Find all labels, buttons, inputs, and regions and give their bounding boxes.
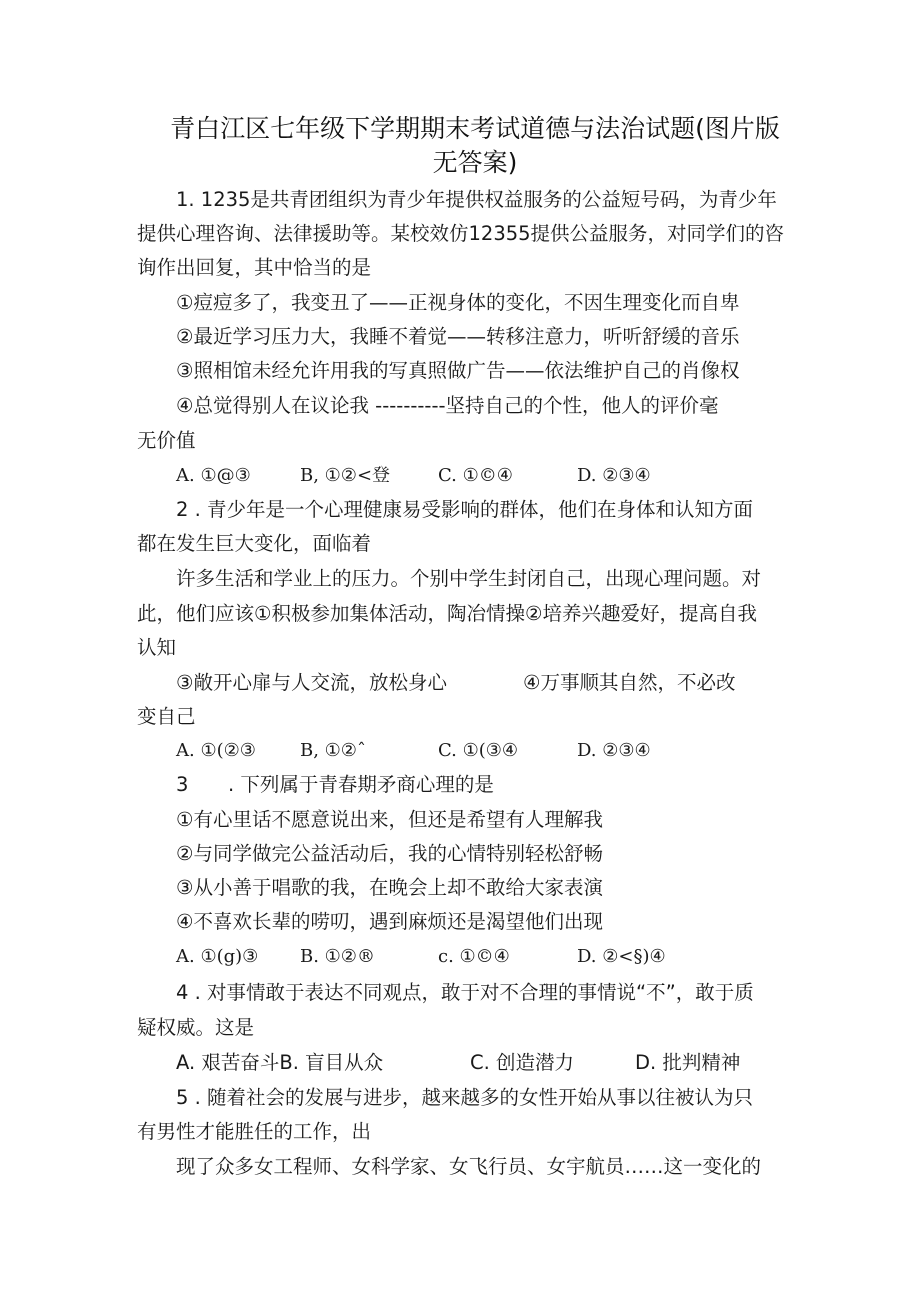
q1-stem-line-2: 提供心理咨询、法律援助等。某校效仿12355提供公益服务，对同学们的咨	[137, 222, 785, 245]
q1-stem-line-3: 询作出回复，其中恰当的是	[137, 256, 372, 279]
q2-stem-line-5: 认知	[137, 636, 177, 659]
q2-option-c: C. ①(③④	[438, 740, 519, 761]
q2-item-4-line-2: 变自己	[137, 705, 196, 728]
q1-item-2: ②最近学习压力大，我睡不着觉——转移注意力，听听舒缓的音乐	[176, 325, 740, 348]
q1-option-c: C. ①©④	[438, 465, 513, 486]
q5-stem-line-2: 有男性才能胜任的工作，出	[137, 1120, 372, 1143]
q4-option-d: D. 批判精神	[635, 1051, 741, 1074]
q1-option-a: A. ①@③	[176, 465, 251, 486]
q3-option-b: B. ①②®	[300, 946, 375, 967]
q5-stem-line-1: 5 . 随着社会的发展与进步，越来越多的女性开始从事以往被认为只	[176, 1086, 754, 1109]
q3-option-a: A. ①(g)③	[176, 946, 259, 967]
q1-item-3: ③照相馆未经允许用我的写真照做广告——依法维护自己的肖像权	[176, 359, 740, 382]
q3-item-4: ④不喜欢长辈的唠叨，遇到麻烦还是渴望他们出现	[176, 910, 603, 933]
q3-option-c: c. ①©④	[438, 946, 510, 967]
q4-stem-line-2: 疑权威。这是	[137, 1016, 255, 1039]
q2-stem-line-2: 都在发生巨大变化，面临着	[137, 532, 372, 555]
q2-stem-line-4: 此，他们应该①积极参加集体活动，陶冶情操②培养兴趣爱好，提高自我	[137, 602, 757, 625]
q2-stem-line-1: 2 . 青少年是一个心理健康易受影响的群体，他们在身体和认知方面	[176, 498, 754, 521]
q1-item-1: ①痘痘多了，我变丑了——正视身体的变化，不因生理变化而自卑	[176, 291, 740, 314]
q4-option-a-b: A. 艰苦奋斗B. 盲目从众	[176, 1051, 384, 1074]
q3-stem: . 下列属于青春期矛商心理的是	[228, 773, 494, 796]
q3-number: 3	[176, 773, 189, 796]
q2-option-d: D. ②③④	[577, 740, 651, 761]
q1-item-4-line-1: ④总觉得别人在议论我 ----------坚持自己的个性，他人的评价毫	[176, 394, 719, 417]
q2-item-3: ③敞开心扉与人交流，放松身心	[176, 671, 447, 694]
document-title-line-2: 无答案)	[432, 148, 518, 177]
q3-item-2: ②与同学做完公益活动后，我的心情特别轻松舒畅	[176, 842, 603, 865]
q3-item-3: ③从小善于唱歌的我，在晚会上却不敢给大家表演	[176, 876, 603, 899]
q1-item-4-line-2: 无价值	[137, 429, 196, 452]
document-title-line-1: 青白江区七年级下学期期末考试道德与法治试题(图片版	[170, 114, 780, 143]
q2-stem-line-3: 许多生活和学业上的压力。个别中学生封闭自己，出现心理问题。对	[176, 567, 762, 590]
q2-option-a: A. ①(②③	[176, 740, 256, 761]
q3-option-d: D. ②<§)④	[577, 946, 666, 967]
q5-stem-line-3: 现了众多女工程师、女科学家、女飞行员、女宇航员……这一变化的	[176, 1155, 762, 1178]
q1-stem-line-1: 1. 1235是共青团组织为青少年提供权益服务的公益短号码，为青少年	[176, 188, 777, 211]
q4-option-c: C. 创造潜力	[470, 1051, 575, 1074]
q4-stem-line-1: 4 . 对事情敢于表达不同观点，敢于对不合理的事情说“不”，敢于质	[176, 981, 754, 1004]
q2-item-4-line-1: ④万事顺其自然，不必改	[523, 671, 736, 694]
q3-item-1: ①有心里话不愿意说出来，但还是希望有人理解我	[176, 808, 603, 831]
q2-option-b: B, ①②ˆ	[300, 740, 366, 761]
q1-option-d: D. ②③④	[577, 465, 651, 486]
q1-option-b: B, ①②<登	[300, 465, 391, 486]
